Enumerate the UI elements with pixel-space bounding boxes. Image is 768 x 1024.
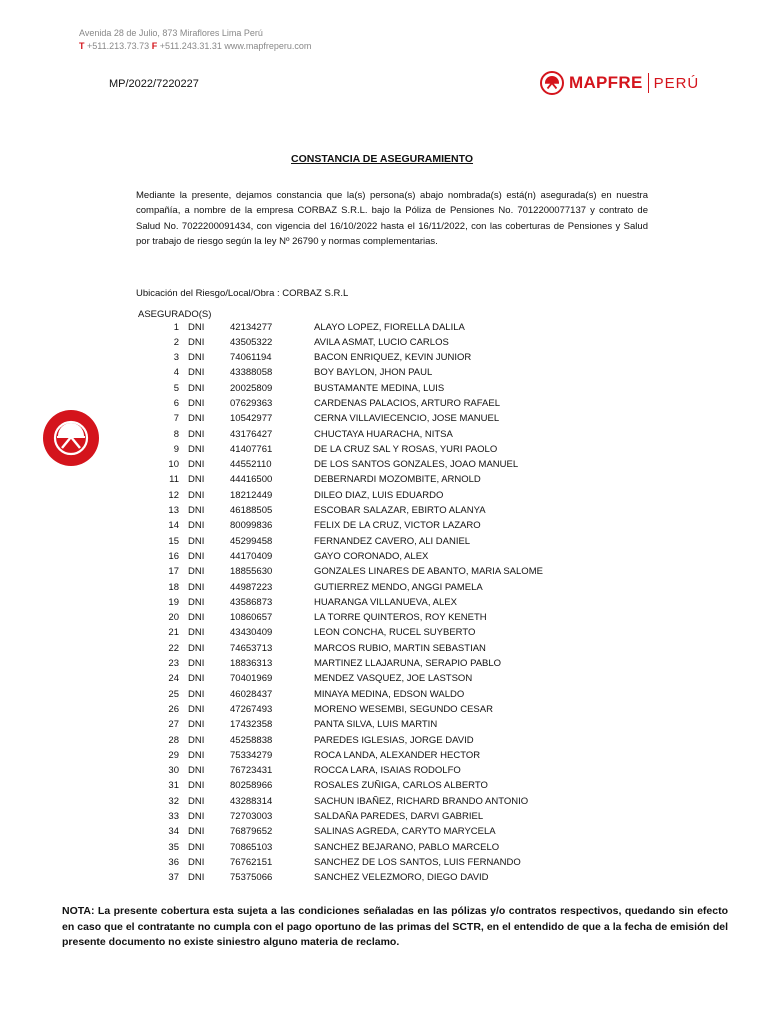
- document-reference: MP/2022/7220227: [109, 78, 199, 90]
- insured-number: 1: [173, 321, 179, 333]
- insured-number: 32: [168, 795, 179, 807]
- document-number: 76879652: [230, 826, 273, 838]
- document-type: DNI: [188, 321, 205, 333]
- document-type: DNI: [188, 382, 205, 394]
- insured-number: 11: [169, 474, 179, 486]
- insured-number: 35: [168, 841, 179, 853]
- fax-number: +511.243.31.31: [159, 41, 222, 51]
- insured-number: 29: [168, 749, 179, 761]
- phone-prefix: T: [79, 41, 85, 51]
- document-number: 43586873: [230, 596, 273, 608]
- insured-name: MINAYA MEDINA, EDSON WALDO: [314, 688, 465, 700]
- document-number: 45258838: [230, 734, 273, 746]
- document-number: 44170409: [230, 550, 273, 562]
- document-type: DNI: [188, 612, 205, 624]
- document-type: DNI: [188, 535, 205, 547]
- insured-number: 2: [173, 336, 179, 348]
- insured-row: [0, 595, 768, 610]
- website: www.mapfreperu.com: [224, 41, 312, 51]
- document-number: 70865103: [230, 841, 273, 853]
- insured-number: 19: [168, 596, 179, 608]
- insured-number: 10: [168, 459, 179, 471]
- document-type: DNI: [188, 826, 205, 838]
- document-type: DNI: [188, 658, 205, 670]
- document-type: DNI: [188, 749, 205, 761]
- insured-number: 34: [168, 826, 179, 838]
- insured-name: AVILA ASMAT, LUCIO CARLOS: [314, 336, 449, 348]
- insured-row: [0, 350, 768, 365]
- insured-number: 9: [173, 443, 179, 455]
- document-type: DNI: [188, 688, 205, 700]
- insured-number: 30: [168, 765, 179, 777]
- document-number: 43388058: [230, 367, 273, 379]
- insured-name: PANTA SILVA, LUIS MARTIN: [314, 719, 438, 731]
- document-number: 75375066: [230, 872, 273, 884]
- insured-number: 12: [168, 489, 179, 501]
- document-number: 46188505: [230, 505, 273, 517]
- insured-number: 27: [168, 719, 179, 731]
- insured-row: [0, 702, 768, 717]
- insured-name: ESCOBAR SALAZAR, EBIRTO ALANYA: [314, 505, 486, 517]
- document-number: 72703003: [230, 811, 273, 822]
- insured-row: [0, 472, 768, 487]
- document-number: 20025809: [230, 382, 273, 394]
- insured-number: 14: [168, 520, 179, 532]
- insured-name: BOY BAYLON, JHON PAUL: [314, 367, 433, 379]
- document-number: 46028437: [230, 688, 273, 700]
- insured-name: MENDEZ VASQUEZ, JOE LASTSON: [314, 673, 473, 685]
- document-type: DNI: [188, 673, 205, 685]
- document-type: DNI: [188, 811, 205, 822]
- insured-number: 16: [168, 550, 179, 562]
- insured-row: [0, 625, 768, 640]
- phone-number: +511.213.73.73: [87, 41, 150, 51]
- insured-number: 37: [168, 872, 179, 884]
- document-number: 80099836: [230, 520, 273, 532]
- document-type: DNI: [188, 566, 205, 578]
- insured-row: [0, 840, 768, 855]
- document-number: 42134277: [230, 321, 273, 333]
- insured-row: [0, 457, 768, 472]
- insured-name: DE LA CRUZ SAL Y ROSAS, YURI PAOLO: [314, 443, 498, 455]
- insured-name: DE LOS SANTOS GONZALES, JOAO MANUEL: [314, 459, 519, 471]
- insured-number: 23: [168, 658, 179, 670]
- document-number: 18855630: [230, 566, 273, 578]
- insured-row: [0, 427, 768, 442]
- document-number: 07629363: [230, 397, 273, 409]
- mapfre-emblem-icon: [540, 71, 564, 95]
- insured-name: BACON ENRIQUEZ, KEVIN JUNIOR: [314, 352, 472, 364]
- document-number: 45299458: [230, 535, 273, 547]
- insured-name: DEBERNARDI MOZOMBITE, ARNOLD: [314, 474, 481, 486]
- insured-row: [0, 778, 768, 793]
- insured-name: CARDENAS PALACIOS, ARTURO RAFAEL: [314, 397, 501, 409]
- document-type: DNI: [188, 459, 205, 471]
- insured-name: LA TORRE QUINTEROS, ROY KENETH: [314, 612, 487, 624]
- document-number: 44416500: [230, 474, 273, 486]
- insured-number: 26: [168, 703, 179, 715]
- document-number: 18212449: [230, 489, 273, 501]
- logo-divider: [648, 73, 649, 93]
- document-number: 43430409: [230, 627, 273, 639]
- insured-name: MARTINEZ LLAJARUNA, SERAPIO PABLO: [314, 658, 502, 670]
- document-type: DNI: [188, 872, 205, 884]
- document-type: DNI: [188, 413, 205, 425]
- insured-list: [0, 320, 768, 886]
- insured-row: [0, 733, 768, 748]
- document-type: DNI: [188, 397, 205, 409]
- insured-number: 17: [168, 566, 179, 578]
- document-type: DNI: [188, 596, 205, 608]
- insured-number: 31: [168, 780, 179, 792]
- insured-row: [0, 518, 768, 533]
- document-type: DNI: [188, 734, 205, 746]
- insured-name: SANCHEZ VELEZMORO, DIEGO DAVID: [314, 872, 489, 884]
- insured-row: [0, 610, 768, 625]
- insured-name: PAREDES IGLESIAS, JORGE DAVID: [314, 734, 474, 746]
- document-type: DNI: [188, 352, 205, 364]
- document-number: 17432358: [230, 719, 273, 731]
- insured-row: [0, 748, 768, 763]
- insured-name: FELIX DE LA CRUZ, VICTOR LAZARO: [314, 520, 481, 532]
- insured-number: 36: [168, 856, 179, 868]
- insured-row: [0, 320, 768, 335]
- document-type: DNI: [188, 336, 205, 348]
- insured-number: 25: [168, 688, 179, 700]
- insured-row: [0, 488, 768, 503]
- fax-prefix: F: [151, 41, 158, 51]
- insured-row: [0, 381, 768, 396]
- document-type: DNI: [188, 719, 205, 731]
- document-type: DNI: [188, 703, 205, 715]
- insured-name: ROCA LANDA, ALEXANDER HECTOR: [314, 749, 481, 761]
- document-number: 70401969: [230, 673, 273, 685]
- company-address: Avenida 28 de Julio, 873 Miraflores Lima Perú: [79, 28, 263, 38]
- logo-brand: MAPFRE: [569, 73, 643, 92]
- insured-name: MARCOS RUBIO, MARTIN SEBASTIAN: [314, 642, 486, 654]
- insured-number: 28: [168, 734, 179, 746]
- document-number: 10860657: [230, 612, 273, 624]
- insured-row: [0, 411, 768, 426]
- insured-row: [0, 855, 768, 870]
- insured-name: SACHUN IBAÑEZ, RICHARD BRANDO ANTONIO: [314, 795, 529, 807]
- document-number: 10542977: [230, 413, 273, 425]
- document-type: DNI: [188, 505, 205, 517]
- insured-name: ALAYO LOPEZ, FIORELLA DALILA: [314, 321, 465, 333]
- insured-name: FERNANDEZ CAVERO, ALI DANIEL: [314, 535, 471, 547]
- insured-row: [0, 794, 768, 809]
- insured-number: 20: [168, 612, 179, 624]
- document-number: 18836313: [230, 658, 273, 670]
- insured-number: 4: [173, 367, 179, 379]
- document-number: 44987223: [230, 581, 273, 593]
- insured-name: BUSTAMANTE MEDINA, LUIS: [314, 382, 445, 394]
- insured-name: GONZALES LINARES DE ABANTO, MARIA SALOME: [314, 566, 543, 578]
- insured-number: 13: [168, 505, 179, 517]
- insured-name: DILEO DIAZ, LUIS EDUARDO: [314, 489, 444, 501]
- document-type: DNI: [188, 581, 205, 593]
- insured-name: CERNA VILLAVIECENCIO, JOSE MANUEL: [314, 413, 500, 425]
- insured-row: [0, 671, 768, 686]
- insured-name: SANCHEZ BEJARANO, PABLO MARCELO: [314, 841, 500, 853]
- document-type: DNI: [188, 428, 205, 440]
- company-contact: [79, 40, 311, 53]
- insured-row: [0, 763, 768, 778]
- company-address-block: [79, 27, 311, 53]
- insured-name: SALINAS AGREDA, CARYTO MARYCELA: [314, 826, 496, 838]
- insured-row: [0, 687, 768, 702]
- insured-number: 15: [168, 535, 179, 547]
- coverage-note: NOTA: La presente cobertura esta sujeta a las condiciones señaladas en las pólizas y/o contratos respectivos, quedando sin efecto en caso que el contratante no cumpla con el pago oportuno de las primas del SCTR, en el entendido de que a la fecha de emisión del presente documento no existe siniestro alguno materia de reclamo.: [62, 905, 728, 948]
- document-number: 41407761: [230, 443, 273, 455]
- document-number: 47267493: [230, 703, 273, 715]
- insured-number: 3: [173, 352, 179, 364]
- document-type: DNI: [188, 627, 205, 639]
- insured-row: [0, 503, 768, 518]
- insured-name: LEON CONCHA, RUCEL SUYBERTO: [314, 627, 476, 639]
- insured-name: HUARANGA VILLANUEVA, ALEX: [314, 596, 457, 608]
- risk-location: Ubicación del Riesgo/Local/Obra : CORBAZ S.R.L: [136, 288, 349, 299]
- document-number: 74061194: [230, 352, 272, 364]
- insured-name: MORENO WESEMBI, SEGUNDO CESAR: [314, 703, 493, 715]
- document-type: DNI: [188, 642, 205, 654]
- document-type: DNI: [188, 489, 205, 501]
- insured-row: [0, 549, 768, 564]
- document-number: 76723431: [230, 765, 273, 777]
- intro-paragraph: Mediante la presente, dejamos constancia que la(s) persona(s) abajo nombrada(s) está(n) asegurada(s) en nuestra compañía, a nombre de la empresa CORBAZ S.R.L. bajo la Póliza de Pensiones No. 7012200077137 y contrato de Salud No. 7022200091434, con vigencia del 16/10/2022 hasta el 16/11/2022, con las coberturas de Pensiones y Salud por trabajo de riesgo según la ley Nº 26790 y normas complementarias.: [136, 190, 648, 247]
- insured-row: [0, 396, 768, 411]
- insured-number: 5: [173, 382, 179, 394]
- document-type: DNI: [188, 856, 205, 868]
- insured-number: 7: [173, 413, 179, 425]
- insured-number: 8: [173, 428, 179, 440]
- insured-number: 18: [168, 581, 179, 593]
- insured-row: [0, 564, 768, 579]
- insured-number: 21: [168, 627, 179, 639]
- document-type: DNI: [188, 367, 205, 379]
- document-number: 44552110: [230, 459, 272, 471]
- insured-name: CHUCTAYA HUARACHA, NITSA: [314, 428, 453, 440]
- insured-row: [0, 442, 768, 457]
- insured-name: SANCHEZ DE LOS SANTOS, LUIS FERNANDO: [314, 856, 521, 868]
- document-number: 80258966: [230, 780, 273, 792]
- insured-row: [0, 717, 768, 732]
- insured-number: 33: [168, 811, 179, 822]
- insured-name: ROSALES ZUÑIGA, CARLOS ALBERTO: [314, 780, 488, 792]
- insured-row: [0, 580, 768, 595]
- logo-country: PERÚ: [653, 74, 700, 92]
- document-number: 43288314: [230, 795, 273, 807]
- document-type: DNI: [188, 520, 205, 532]
- insured-row: [0, 824, 768, 839]
- document-type: DNI: [188, 765, 205, 777]
- document-number: 74653713: [230, 642, 273, 654]
- insured-row: [0, 335, 768, 350]
- document-title: CONSTANCIA DE ASEGURAMIENTO: [291, 153, 474, 165]
- insured-row: [0, 870, 768, 885]
- insured-name: GUTIERREZ MENDO, ANGGI PAMELA: [314, 581, 483, 593]
- insured-name: ROCCA LARA, ISAIAS RODOLFO: [314, 765, 461, 777]
- insured-name: GAYO CORONADO, ALEX: [314, 550, 429, 562]
- document-type: DNI: [188, 474, 205, 486]
- document-type: DNI: [188, 795, 205, 807]
- insured-header: ASEGURADO(S): [138, 309, 212, 320]
- insured-row: [0, 809, 768, 824]
- insured-name: SALDAÑA PAREDES, DARVI GABRIEL: [314, 811, 484, 822]
- document-type: DNI: [188, 550, 205, 562]
- insured-number: 22: [168, 642, 179, 654]
- insured-row: [0, 365, 768, 380]
- insured-row: [0, 656, 768, 671]
- insured-number: 6: [173, 397, 179, 409]
- document-number: 43176427: [230, 428, 273, 440]
- insured-number: 24: [168, 673, 179, 685]
- document-type: DNI: [188, 443, 205, 455]
- document-number: 43505322: [230, 336, 273, 348]
- document-type: DNI: [188, 841, 205, 853]
- document-number: 76762151: [230, 856, 273, 868]
- document-number: 75334279: [230, 749, 273, 761]
- mapfre-logo: [540, 70, 699, 96]
- insured-row: [0, 534, 768, 549]
- document-type: DNI: [188, 780, 205, 792]
- insured-row: [0, 641, 768, 656]
